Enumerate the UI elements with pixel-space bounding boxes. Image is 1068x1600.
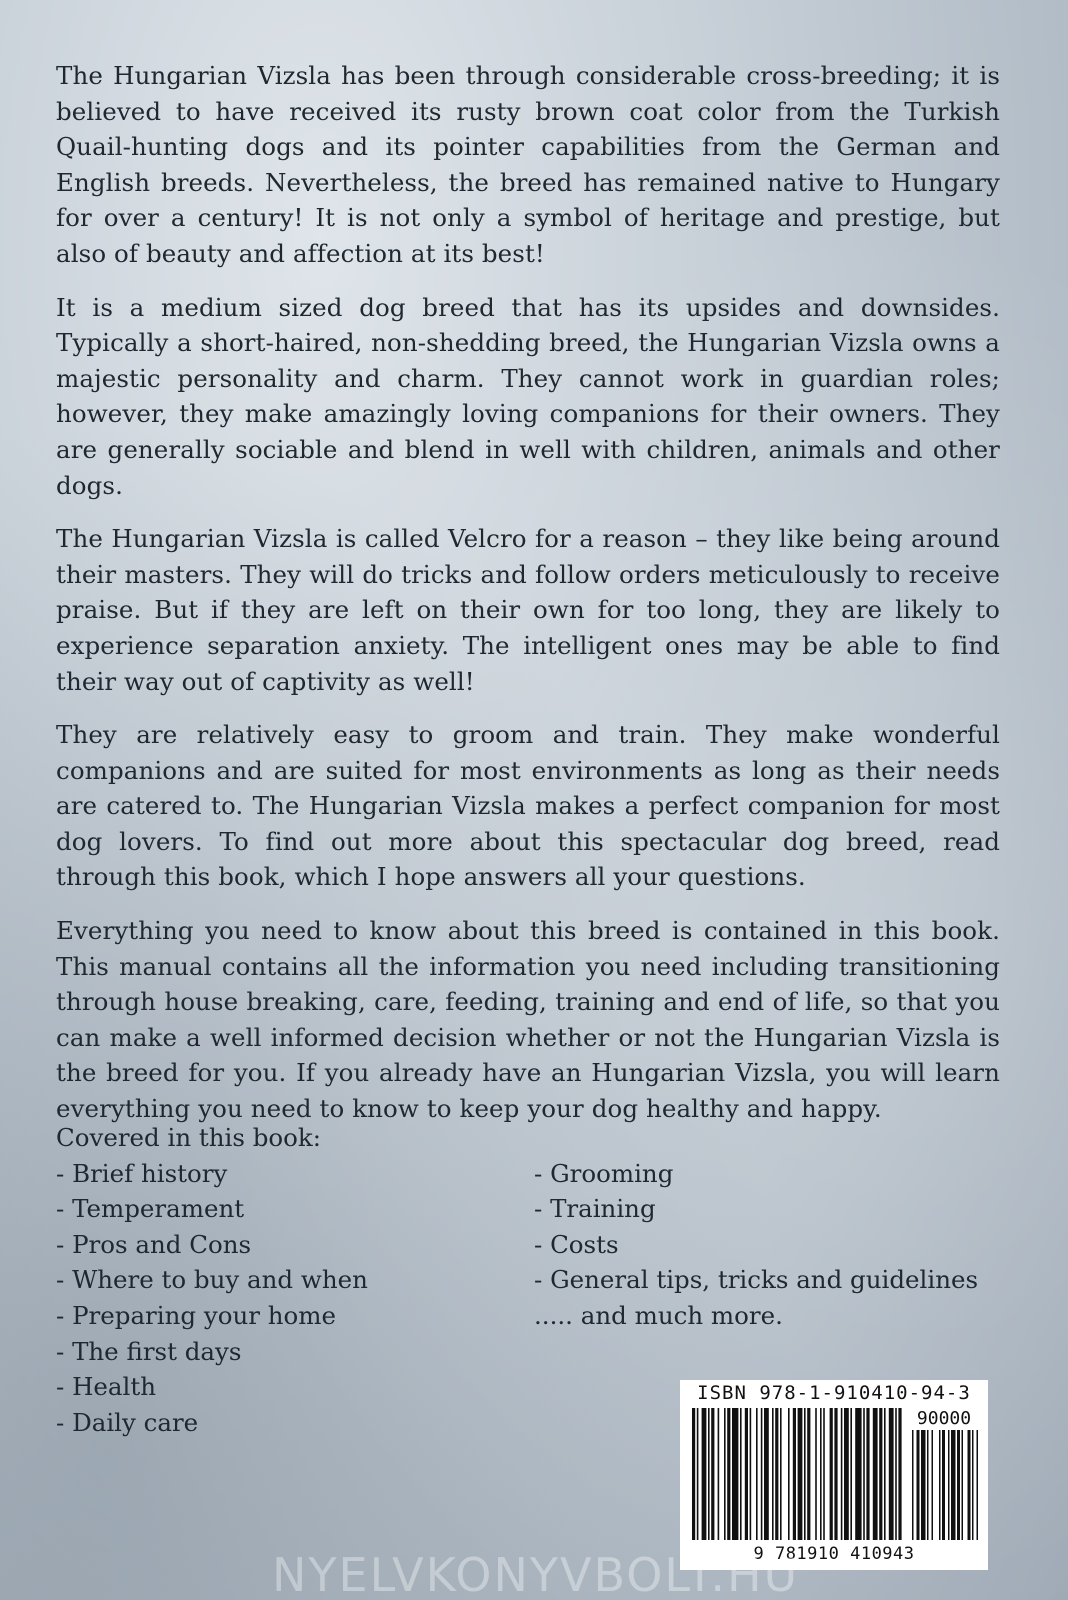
contents-title: Covered in this book: xyxy=(56,1123,322,1152)
contents-item: - Daily care xyxy=(56,1407,199,1437)
contents-list-right xyxy=(534,1156,978,1334)
contents-item: - Where to buy and when xyxy=(56,1265,368,1295)
blurb-text xyxy=(56,58,1000,1145)
contents-item: - Training xyxy=(534,1194,656,1224)
contents-item: - General tips, tricks and guidelines xyxy=(534,1265,979,1295)
blurb-paragraph: The Hungarian Vizsla is called Velcro for a reason – they like being around their masters. They will do tricks and follow orders meticulously to receive praise. But if they are left on their own for too long, they are likely to experience separation anxiety. The intelligent ones may be able to find their way out of captivity as well! xyxy=(56,524,1000,696)
contents-item: - Brief history xyxy=(56,1158,228,1188)
isbn-number: ISBN 978-1-910410-94-3 xyxy=(697,1382,971,1404)
contents-item: - Pros and Cons xyxy=(56,1229,252,1259)
ean-digits: 9 781910 410943 xyxy=(753,1544,915,1564)
blurb-paragraph: The Hungarian Vizsla has been through considerable cross-breeding; it is believed to have received its rusty brown coat color from the Turkish Quail-hunting dogs and its pointer capabilities from the German and English breeds. Nevertheless, the breed has remained native to Hungary for over a century! It is not only a symbol of heritage and prestige, but also of beauty and affection at its best! xyxy=(56,61,1000,268)
contents-item: - Grooming xyxy=(534,1158,674,1188)
contents-item: - Health xyxy=(56,1372,156,1402)
contents-item: ..... and much more. xyxy=(534,1300,783,1330)
blurb-paragraph: Everything you need to know about this breed is contained in this book. This manual contains all the information you need including transitioning through house breaking, care, feeding, training and end of life, so that you can make a well informed decision whether or not the Hungarian Vizsla is the breed for you. If you already have an Hungarian Vizsla, you will learn everything you need to know to keep your dog healthy and happy. xyxy=(56,916,1000,1124)
price-code: 90000 xyxy=(904,1408,984,1429)
blurb-paragraph: It is a medium sized dog breed that has its upsides and downsides. Typically a short-haired, non-shedding breed, the Hungarian Vizsla owns a majestic personality and charm. They cannot work in guardian roles; however, they make amazingly loving companions for their owners. They are generally sociable and blend in well with children, animals and other dogs. xyxy=(56,292,1000,500)
barcode-label xyxy=(680,1380,988,1570)
contents-item: - Costs xyxy=(534,1229,619,1259)
contents-item: - The first days xyxy=(56,1336,242,1366)
watermark: NYELVKONYVBOLT.HU xyxy=(272,1548,800,1600)
contents-item: - Preparing your home xyxy=(56,1300,336,1330)
blurb-paragraph: They are relatively easy to groom and train. They make wonderful companions and are suited for most environments as long as their needs are catered to. The Hungarian Vizsla makes a perfect companion for most dog lovers. To find out more about this spectacular dog breed, read through this book, which I hope answers all your questions. xyxy=(56,720,1000,892)
contents-item: - Temperament xyxy=(56,1194,245,1224)
contents-list-left xyxy=(56,1156,368,1441)
